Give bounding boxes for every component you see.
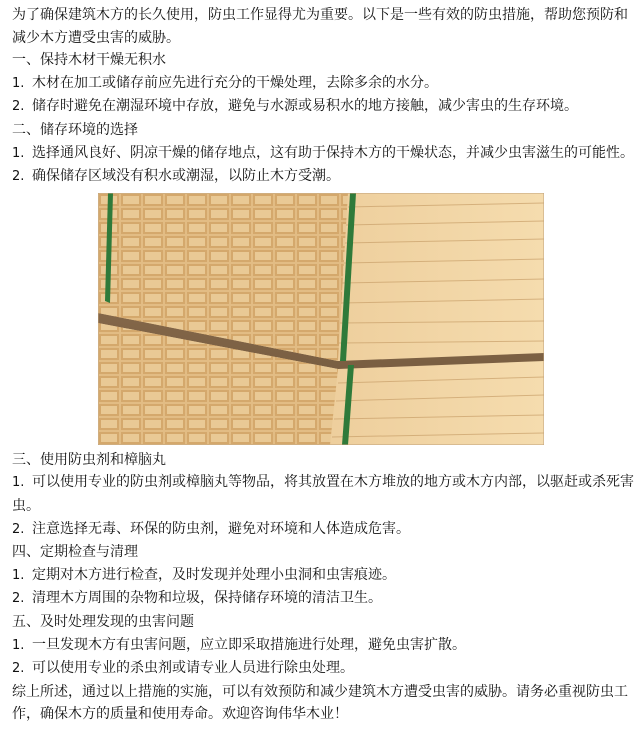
item-number: 1. [12,567,25,583]
list-item [12,564,634,588]
item-text: 注意选择无毒、环保的防虫剂，避免对环境和人体造成危害。 [32,520,410,537]
list-item [12,72,634,96]
item-number: 2. [12,99,25,115]
lumber-stack-illustration [98,193,544,445]
item-number: 2. [12,521,25,537]
lumber-stack-photo [98,193,544,445]
item-text: 选择通风良好、阴凉干燥的储存地点，这有助于保持木方的干燥状态，并减少虫害滋生的可能性。 [32,144,634,161]
list-item [12,142,634,166]
item-text: 储存时避免在潮湿环境中存放，避免与水源或易积水的地方接触，减少害虫的生存环境。 [32,98,578,115]
item-number: 2. [12,661,25,677]
item-text: 定期对木方进行检查，及时发现并处理小虫洞和虫害痕迹。 [32,566,396,583]
section-heading: 四、定期检查与清理 [12,544,138,561]
item-number: 1. [12,75,25,91]
item-text: 一旦发现木方有虫害问题，应立即采取措施进行处理，避免虫害扩散。 [32,636,466,653]
item-number: 1. [12,637,25,653]
item-number: 1. [12,145,25,161]
item-text: 清理木方周围的杂物和垃圾，保持储存环境的清洁卫生。 [32,590,382,607]
item-text: 确保储存区域没有积水或潮湿，以防止木方受潮。 [32,168,340,185]
list-item [12,657,634,681]
list-item [12,95,634,119]
section-heading: 五、及时处理发现的虫害问题 [12,613,194,630]
list-item [12,587,634,611]
item-number: 2. [12,169,25,185]
list-item [12,471,634,517]
section-heading: 一、保持木材干燥无积水 [12,52,166,69]
intro-paragraph: 为了确保建筑木方的长久使用，防虫工作显得尤为重要。以下是一些有效的防虫措施，帮助您预防和减少木方遭受虫害的威胁。 [12,7,628,46]
list-item [12,634,634,658]
section-heading: 二、储存环境的选择 [12,121,138,138]
item-text: 可以使用专业的杀虫剂或请专业人员进行除虫处理。 [32,660,354,677]
list-item [12,518,634,542]
item-text: 木材在加工或储存前应先进行充分的干燥处理，去除多余的水分。 [32,74,438,91]
item-text: 可以使用专业的防虫剂或樟脑丸等物品，将其放置在木方堆放的地方或木方内部，以驱赶或杀死害虫。 [12,474,634,514]
item-number: 2. [12,591,25,607]
section-heading: 三、使用防虫剂和樟脑丸 [12,451,166,468]
list-item [12,165,634,189]
item-number: 1. [12,475,25,491]
conclusion-paragraph: 综上所述，通过以上措施的实施，可以有效预防和减少建筑木方遭受虫害的威胁。请务必重视防虫工作，确保木方的质量和使用寿命。欢迎咨询伟华木业！ [12,683,628,723]
